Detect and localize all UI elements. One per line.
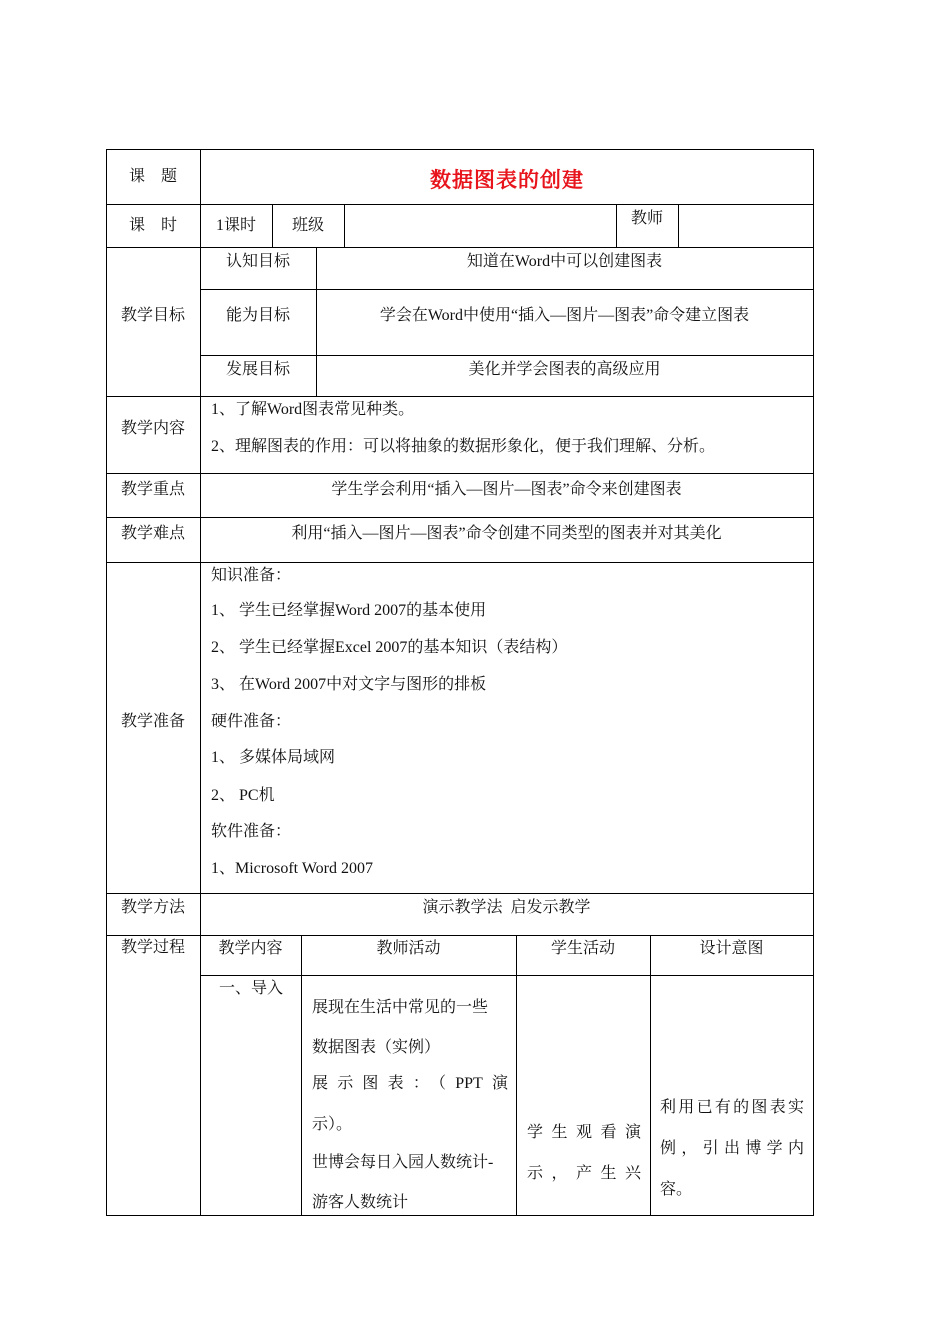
process-row1-teacher-line-5: 世博会每日入园人数统计- — [312, 1154, 494, 1171]
method-text: 演示教学法 启发示教学 — [422, 899, 591, 916]
key-point-text: 学生学会利用“插入—图片—图表”命令来创建图表 — [331, 481, 682, 498]
process-header-content: 教学内容 — [218, 940, 283, 957]
process-row1-teacher-line-2: 数据图表（实例） — [312, 1039, 441, 1056]
difficulty-text: 利用“插入—图片—图表”命令创建不同类型的图表并对其美化 — [291, 525, 722, 542]
lesson-title: 数据图表的创建 — [430, 168, 584, 192]
method-label: 教学方法 — [120, 899, 185, 916]
objective-text-cognitive: 知道在Word中可以创建图表 — [466, 253, 663, 270]
process-row1-student-line-2: 示，产生兴 — [527, 1165, 641, 1182]
prep-line-software-heading: 软件准备： — [211, 823, 292, 840]
process-header-student: 学生活动 — [550, 940, 615, 957]
prep-line-1: 1、 学生已经掌握Word 2007的基本使用 — [211, 602, 487, 619]
process-label: 教学过程 — [120, 939, 185, 956]
objective-type-ability: 能为目标 — [225, 307, 290, 324]
prep-line-hardware-heading: 硬件准备： — [211, 713, 292, 730]
process-row1-teacher-line-1: 展现在生活中常见的一些 — [312, 999, 489, 1016]
content-line-1: 1、了解Word图表常见种类。 — [211, 401, 415, 418]
preparation-label: 教学准备 — [120, 713, 185, 730]
content-label: 教学内容 — [120, 420, 185, 437]
process-row1-intent-line-2: 例，引出博学内 — [660, 1140, 804, 1157]
objective-type-development: 发展目标 — [225, 361, 290, 378]
objective-type-cognitive: 认知目标 — [225, 253, 290, 270]
process-row1-content: 一、导入 — [219, 980, 284, 997]
difficulty-label: 教学难点 — [120, 525, 185, 542]
prep-line-3: 3、 在Word 2007中对文字与图形的排板 — [211, 676, 487, 693]
hours-value: 1课时 — [215, 217, 256, 234]
process-row1-teacher-line-6: 游客人数统计 — [312, 1194, 409, 1211]
prep-line-knowledge-heading: 知识准备： — [211, 567, 292, 584]
objective-text-development: 美化并学会图表的高级应用 — [468, 361, 661, 378]
prep-line-4: 1、 多媒体局域网 — [211, 749, 336, 766]
objective-text-ability: 学会在Word中使用“插入—图片—图表”命令建立图表 — [379, 307, 750, 324]
process-row1-teacher-line-3: 展示图表：（PPT演 — [312, 1075, 508, 1092]
prep-line-2: 2、 学生已经掌握Excel 2007的基本知识（表结构） — [211, 639, 568, 656]
process-row1-student-line-1: 学生观看演 — [527, 1124, 641, 1141]
class-label: 班级 — [291, 217, 324, 234]
teacher-label: 教师 — [630, 210, 663, 227]
process-row1-intent-line-1: 利用已有的图表实 — [660, 1099, 804, 1116]
topic-label: 课 题 — [128, 168, 177, 185]
content-line-2: 2、理解图表的作用：可以将抽象的数据形象化，便于我们理解、分析。 — [211, 438, 716, 455]
process-row1-teacher-line-4: 示）。 — [312, 1116, 353, 1133]
process-row1-intent-line-3: 容。 — [660, 1181, 693, 1198]
process-header-intent: 设计意图 — [699, 940, 764, 957]
hours-label: 课 时 — [128, 217, 177, 234]
key-point-label: 教学重点 — [120, 481, 185, 498]
process-header-teacher: 教师活动 — [376, 940, 441, 957]
prep-line-5: 2、 PC机 — [211, 787, 275, 804]
prep-line-6: 1、Microsoft Word 2007 — [211, 860, 373, 877]
objectives-label: 教学目标 — [120, 307, 185, 324]
